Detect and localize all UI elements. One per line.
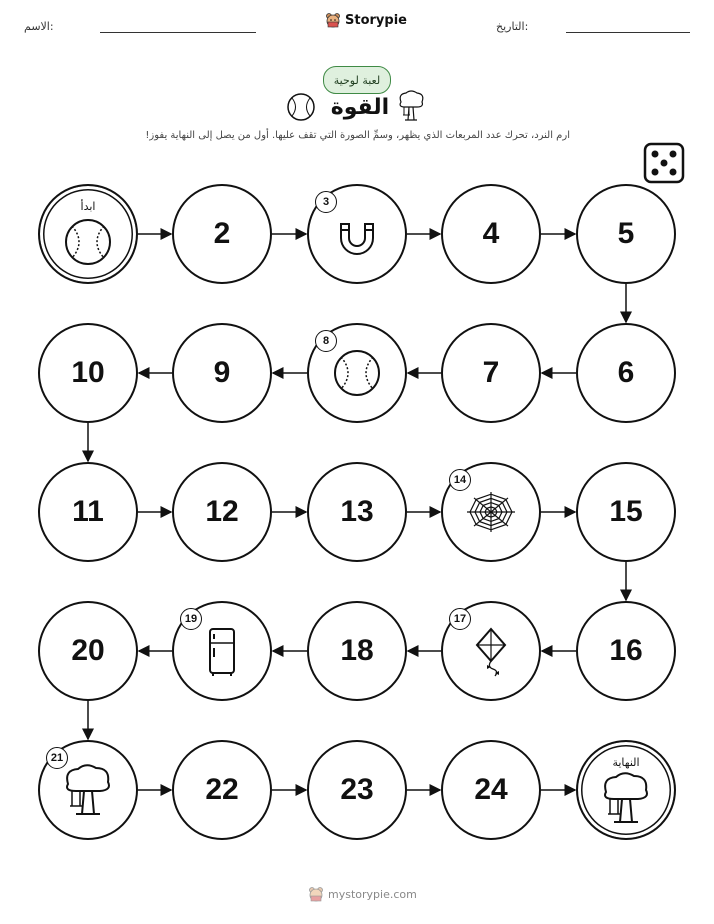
space-number: 10	[71, 356, 105, 389]
date-label: التاريخ:	[496, 20, 529, 33]
board-space-19[interactable]	[172, 601, 272, 701]
board-space-18[interactable]	[307, 601, 407, 701]
board-space-6[interactable]	[576, 323, 676, 423]
board-space-7[interactable]	[441, 323, 541, 423]
board-space-13[interactable]	[307, 462, 407, 562]
space-number: 21	[46, 747, 68, 769]
tree-swing-icon	[596, 768, 656, 828]
bear-logo-icon	[308, 886, 324, 902]
space-number: 2	[213, 217, 231, 250]
tree-swing-icon	[58, 760, 118, 820]
magnet-icon	[327, 204, 387, 264]
board-space-23[interactable]	[307, 740, 407, 840]
space-number: 5	[617, 217, 635, 250]
space-number: 6	[617, 356, 635, 389]
finish-label: النهاية	[612, 756, 640, 769]
baseball-icon	[327, 343, 387, 403]
space-number: 23	[340, 773, 374, 806]
footer	[308, 886, 417, 902]
board-space-21[interactable]	[38, 740, 138, 840]
board-space-15[interactable]	[576, 462, 676, 562]
game-badge: لعبة لوحية	[323, 66, 391, 94]
start-label: ابدأ	[80, 200, 96, 213]
board-space-12[interactable]	[172, 462, 272, 562]
space-number: 17	[449, 608, 471, 630]
space-number: 9	[213, 356, 231, 389]
space-number: 18	[340, 634, 374, 667]
name-label: الاسم:	[24, 20, 54, 33]
board-space-17[interactable]	[441, 601, 541, 701]
board-space-10[interactable]	[38, 323, 138, 423]
space-number: 3	[315, 191, 337, 213]
space-number: 20	[71, 634, 105, 667]
board-space-20[interactable]	[38, 601, 138, 701]
baseball-icon	[58, 212, 118, 272]
kite-icon	[461, 621, 521, 681]
space-number: 4	[482, 217, 500, 250]
space-number: 15	[609, 495, 643, 528]
board-space-14[interactable]	[441, 462, 541, 562]
board-space-4[interactable]	[441, 184, 541, 284]
space-number: 12	[205, 495, 239, 528]
space-number: 13	[340, 495, 374, 528]
space-number: 19	[180, 608, 202, 630]
page-title: القوة	[330, 95, 390, 120]
space-number: 7	[482, 356, 500, 389]
brand-name: Storypie	[345, 12, 407, 28]
board-space-24[interactable]	[441, 740, 541, 840]
finish-space[interactable]	[576, 740, 676, 840]
space-number: 24	[474, 773, 508, 806]
board-space-22[interactable]	[172, 740, 272, 840]
board-space-11[interactable]	[38, 462, 138, 562]
board-space-8[interactable]	[307, 323, 407, 423]
board-space-3[interactable]	[307, 184, 407, 284]
board-space-9[interactable]	[172, 323, 272, 423]
refrigerator-icon	[192, 621, 252, 681]
spiderweb-icon	[461, 482, 521, 542]
board-space-2[interactable]	[172, 184, 272, 284]
space-number: 22	[205, 773, 239, 806]
space-number: 11	[72, 495, 104, 528]
space-number: 8	[315, 330, 337, 352]
start-space[interactable]	[38, 184, 138, 284]
space-number: 14	[449, 469, 471, 491]
instructions: ارم النرد، تحرك عدد المربعات الذي يظهر، وسمِّ الصورة التي تقف عليها. أول من يصل إلى النهاية يفوز!	[145, 130, 570, 141]
board-space-5[interactable]	[576, 184, 676, 284]
footer-site[interactable]: mystorypie.com	[328, 887, 417, 901]
space-number: 16	[609, 634, 643, 667]
board-space-16[interactable]	[576, 601, 676, 701]
